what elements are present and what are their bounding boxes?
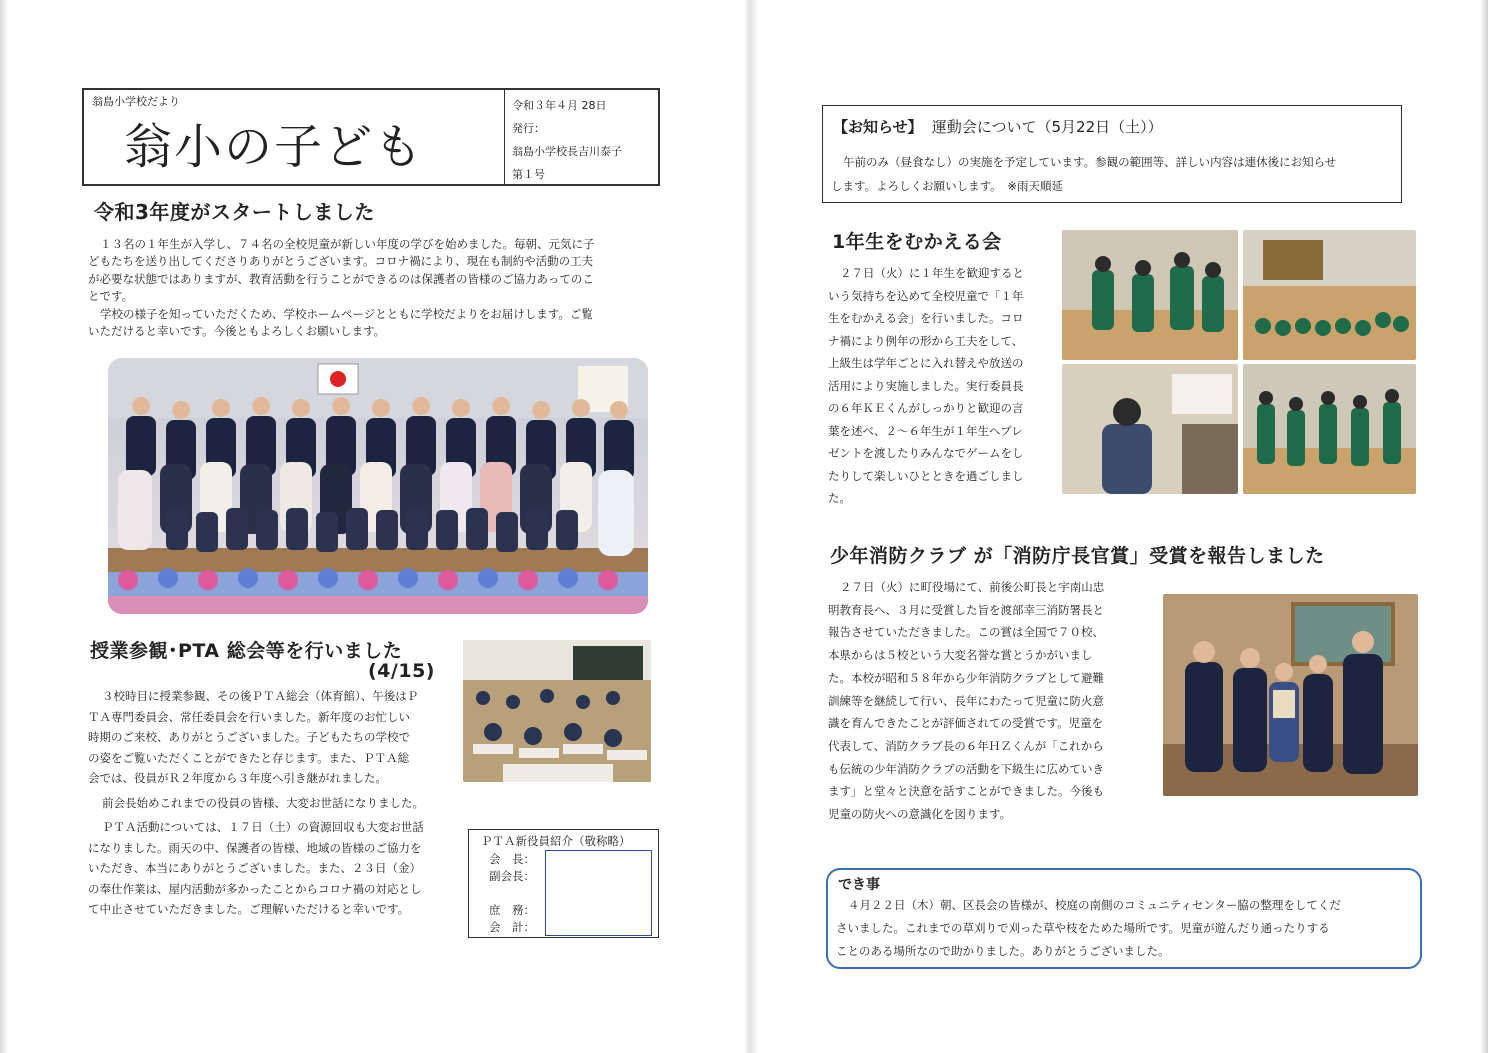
article3-body [828,262,1060,510]
notice-heading [833,116,1163,137]
article4-line: 本県からは５校という大変名誉な賞とうかがいまし [828,648,1093,663]
pta-officer-box [468,829,659,938]
article1-line: が必要な状態ではありますが、教育活動を行うことができるのは保護者の皆様のご協力あってのこ [88,271,594,286]
article2-line: 時期のご来校、ありがとうございました。子どもたちの学校で [88,730,410,744]
sports-day-notice [822,105,1402,203]
article2-line: ３校時目に授業参観、その後ＰＴＡ総会（体育館）、午後はＰ [102,689,419,703]
article1-title: 令和3年度がスタートしました [94,200,375,224]
role-president: 会 長： [489,852,535,866]
masthead-meta [512,94,622,186]
welcome-photo-2 [1243,230,1416,360]
notice-line: 午前のみ（昼食なし）の実施を予定しています。参観の範囲等、詳しい内容は連休後にお知らせ [843,155,1337,169]
role-secretary: 庶 務： [489,903,535,917]
publisher-label: 発行： [512,122,545,135]
article2-line: て中止させていただきました。ご理解いただけると幸いです。 [88,902,410,916]
notice-label: 【お知らせ】 [833,118,923,136]
article4-line: ます」と堂々と決意を話すことができました。今後も [828,784,1104,799]
events-line: ことのある場所なので助かりました。ありがとうございました。 [836,944,1170,958]
welcome-photo-1 [1062,230,1238,360]
article4-line: も伝統の少年消防クラブの活動を下級生に広めていき [828,761,1104,776]
article4-line: 訓練等を継続して行い、長年にわたって児童に防火意 [828,693,1104,708]
welcome-photo-4 [1243,364,1416,494]
article3-line: ゼントを渡したりみんなでゲームをし [828,446,1024,460]
role-vice-president: 副会長： [489,869,535,883]
article2-date: (4/15) [368,660,435,682]
article3-line: 上級生は学年ごとに入れ替えや放送の [828,356,1024,370]
article2-title: 授業参観･PTA 総会等を行いました [90,640,403,662]
article3-line: ナ禍により例年の形から工夫をして、 [828,333,1024,348]
article3-line: たりして楽しいひとときを過ごしまし [828,468,1024,483]
issue-number: 第１号 [512,168,545,181]
notice-title: 運動会について（5月22日（土）） [931,118,1163,136]
welcome-photo-3 [1062,364,1238,494]
article4-line: た。本校が昭和５８年から少年消防クラブとして避難 [828,670,1104,685]
article1-line: どもたちを送り出してくださりありがとうございます。コロナ禍により、現在も制約や活動の工夫 [88,254,594,269]
pta-officer-title: ＰＴＡ新役員紹介（敬称略） [481,834,631,848]
newsletter-series: 翁島小学校だより [92,95,180,108]
events-box [826,868,1422,969]
notice-line: します。よろしくお願いします。 ※雨天順延 [831,179,1064,193]
events-body [836,894,1341,963]
article4-line: 報告させていただきました。この賞は全国で７０校、 [828,625,1104,640]
events-title: でき事 [838,877,880,893]
article4-line: 児童の防火への意識化を図ります。 [828,807,1012,822]
article3-line: 生をむかえる会」を行いました。コロ [828,311,1024,325]
article1-line: 学校の様子を知っていただくため、学校ホームページとともに学校だよりをお届けします。ご覧 [100,306,593,321]
notice-body [831,150,1336,198]
article2-line: の姿をご覧いただくことができたと存じます。また、ＰＴＡ総 [88,750,410,765]
role-treasurer: 会 計： [489,920,535,934]
pta-officer-roles [489,851,535,936]
article2-line: ＰＴＡ活動については、１７日（土）の資源回収も大変お世話 [102,820,424,834]
article3-title: 1年生をむかえる会 [832,231,1002,253]
article2-line: ＴＡ専門委員会、常任委員会を行いました。新年度のお忙しい [88,709,410,724]
fire-club-award-photo [1163,594,1418,796]
newsletter-title: 翁小の子ども [124,119,425,175]
page-edge-left [0,0,8,1053]
events-line: さいました。これまでの草刈りで刈った草や枝をためた場所です。児童が遊んだり通ったりする [836,921,1330,935]
article4-line: 識を育んできたことが評価されての受賞です。児童を [828,716,1104,731]
page-gutter [744,0,758,1053]
article3-line: 葉を述べ、２～６年生が１年生へプレ [828,423,1023,438]
article2-line: になりました。雨天の中、保護者の皆様、地域の皆様のご協力を [88,840,422,855]
article2-line: の奉仕作業は、屋内活動が多かったことからコロナ禍の対応とし [88,881,422,896]
issue-date: 令和３年４月 28日 [512,99,607,112]
article3-line: いう気持ちを込めて全校児童で「１年 [828,288,1024,303]
article2-line: 会では、役員がＲ２年度から３年度へ引き継がれました。 [88,771,387,785]
publisher-name: 翁島小学校長吉川泰子 [512,145,622,158]
group-photo [108,358,648,614]
classroom-photo [463,640,651,782]
article3-line: 活用により実施しました。実行委員長 [828,378,1024,393]
article3-line: た。 [828,491,851,505]
article2-line: 前会長始めこれまでの役員の皆様、大変お世話になりました。 [102,795,424,810]
article1-line: いただけると幸いです。今後ともよろしくお願いします。 [88,324,386,339]
events-line: ４月２２日（木）朝、区長会の皆様が、校庭の南側のコミュニティセンター脇の整理をしてくだ [848,898,1341,912]
page-edge-right [1480,0,1488,1053]
article1-body [88,236,668,340]
article2-line: いただき、本当にありがとうございました。また、２３日（金） [88,861,422,875]
article3-line: の６年ＫＥくんがしっかりと歓迎の言 [828,401,1024,415]
article4-line: 代表して、消防クラブ長の６年ＨＺくんが「これから [828,738,1104,753]
article4-title: 少年消防クラブ が「消防庁長官賞」受賞を報告しました [830,545,1325,567]
article1-line: １３名の１年生が入学し、７４名の全校児童が新しい年度の学びを始めました。毎朝、元気に子 [100,237,595,251]
article4-line: 明教育長へ、３月に受賞した旨を渡部幸三消防署長と [828,602,1104,617]
article1-line: とです。 [88,289,134,304]
masthead-divider [504,90,505,184]
article3-line: ２７日（火）に１年生を歓迎すると [840,266,1024,280]
article4-body [828,576,1148,826]
officer-names-redacted [545,850,652,936]
article2-body [88,686,460,920]
masthead [82,88,660,186]
article4-line: ２７日（火）に町役場にて、前後公町長と宇南山忠 [840,580,1105,594]
